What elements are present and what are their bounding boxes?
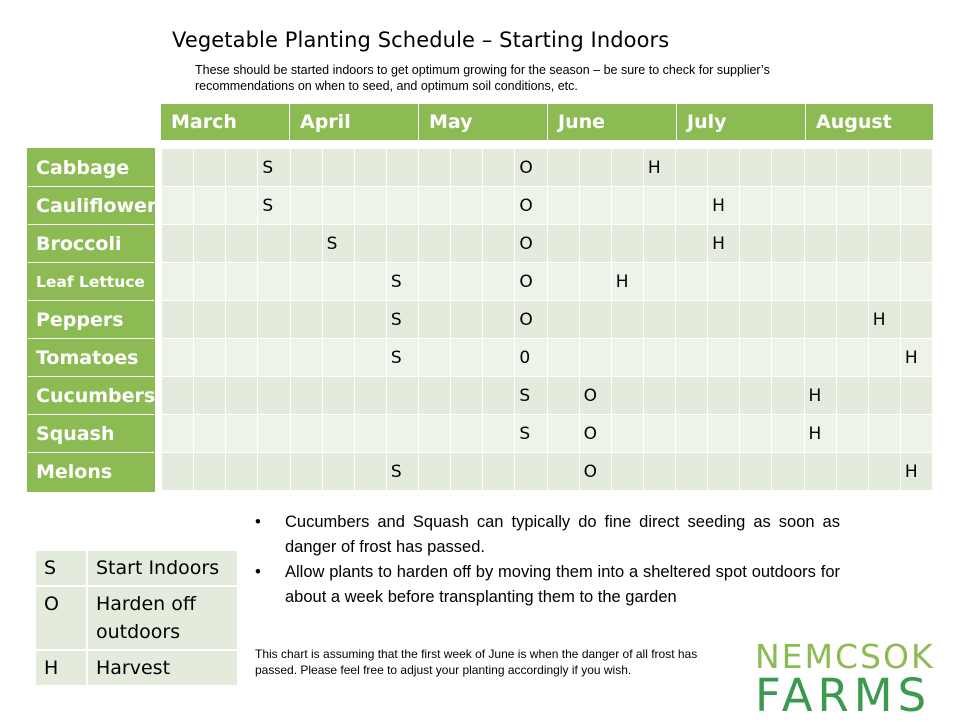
schedule-cell	[162, 339, 194, 377]
schedule-cell	[676, 453, 708, 491]
schedule-cell	[611, 415, 643, 453]
schedule-cell	[226, 149, 258, 187]
month-august: August	[816, 111, 892, 133]
schedule-row	[162, 339, 933, 377]
schedule-cell	[708, 339, 740, 377]
vegetable-label: Melons	[28, 453, 154, 491]
legend-row	[35, 650, 238, 686]
schedule-cell	[194, 187, 226, 225]
legend-code: O	[35, 586, 87, 650]
schedule-cell	[804, 149, 836, 187]
schedule-cell	[226, 339, 258, 377]
schedule-cell: S	[515, 415, 547, 453]
schedule-cell	[676, 301, 708, 339]
schedule-cell	[354, 301, 386, 339]
schedule-cell	[354, 339, 386, 377]
schedule-cell	[804, 225, 836, 263]
schedule-cell: O	[515, 149, 547, 187]
vegetable-label: Tomatoes	[28, 339, 154, 377]
schedule-cell	[708, 453, 740, 491]
farm-logo	[755, 637, 940, 722]
schedule-cell	[258, 225, 290, 263]
schedule-cell	[483, 149, 515, 187]
schedule-cell	[868, 225, 900, 263]
schedule-cell	[258, 263, 290, 301]
schedule-cell	[483, 453, 515, 491]
schedule-cell	[483, 187, 515, 225]
schedule-cell	[579, 339, 611, 377]
schedule-cell	[451, 301, 483, 339]
schedule-cell: H	[708, 225, 740, 263]
schedule-cell: H	[708, 187, 740, 225]
schedule-cell	[258, 453, 290, 491]
footnote: This chart is assuming that the first week of June is when the danger of all frost has passed. Please feel free to adjust your planting accordingly if you wish.	[255, 647, 698, 677]
schedule-cell	[290, 339, 322, 377]
schedule-cell: O	[515, 263, 547, 301]
schedule-cell	[611, 301, 643, 339]
schedule-cell	[483, 339, 515, 377]
schedule-cell: H	[643, 149, 675, 187]
schedule-cell	[290, 415, 322, 453]
schedule-cell	[547, 149, 579, 187]
schedule-cell	[547, 377, 579, 415]
vegetable-label: Squash	[28, 415, 154, 453]
legend	[34, 549, 239, 687]
schedule-cell	[483, 301, 515, 339]
schedule-cell	[676, 263, 708, 301]
schedule-cell	[611, 453, 643, 491]
schedule-cell	[322, 187, 354, 225]
schedule-cell	[322, 149, 354, 187]
schedule-cell	[643, 187, 675, 225]
legend-row	[35, 550, 238, 586]
logo-line-2: FARMS	[755, 669, 932, 722]
vegetable-label: Leaf Lettuce	[28, 263, 154, 301]
schedule-cell	[226, 301, 258, 339]
schedule-cell	[258, 377, 290, 415]
legend-label: Harvest	[87, 650, 238, 686]
schedule-cell	[451, 225, 483, 263]
schedule-cell	[290, 377, 322, 415]
schedule-cell	[868, 415, 900, 453]
schedule-cell	[419, 339, 451, 377]
schedule-cell	[354, 149, 386, 187]
schedule-cell	[226, 377, 258, 415]
schedule-cell	[804, 187, 836, 225]
schedule-cell	[676, 415, 708, 453]
schedule-cell	[611, 225, 643, 263]
schedule-cell	[483, 415, 515, 453]
schedule-cell	[386, 149, 418, 187]
schedule-cell	[290, 225, 322, 263]
schedule-cell	[451, 415, 483, 453]
schedule-cell	[290, 187, 322, 225]
notes-list	[255, 510, 840, 610]
schedule-cell	[483, 225, 515, 263]
schedule-cell	[226, 415, 258, 453]
schedule-cell	[740, 453, 772, 491]
note-item: • Cucumbers and Squash can typically do fine direct seeding as soon as danger of frost has passed.	[255, 510, 840, 560]
schedule-cell	[354, 415, 386, 453]
schedule-row	[162, 149, 933, 187]
schedule-cell	[386, 225, 418, 263]
schedule-cell	[290, 149, 322, 187]
schedule-cell: H	[868, 301, 900, 339]
schedule-cell	[643, 263, 675, 301]
schedule-cell	[643, 415, 675, 453]
logo-line-1: NEMCSOK	[755, 637, 935, 676]
schedule-cell	[322, 415, 354, 453]
schedule-row	[162, 377, 933, 415]
schedule-cell: H	[611, 263, 643, 301]
schedule-cell	[419, 149, 451, 187]
legend-label: Start Indoors	[87, 550, 238, 586]
schedule-cell	[322, 301, 354, 339]
schedule-cell	[836, 225, 868, 263]
vegetable-label: Cauliflower	[28, 187, 154, 225]
schedule-row	[162, 453, 933, 491]
schedule-cell	[226, 453, 258, 491]
schedule-cell	[676, 339, 708, 377]
schedule-cell	[836, 453, 868, 491]
schedule-cell	[547, 263, 579, 301]
schedule-cell	[900, 149, 932, 187]
schedule-cell: H	[900, 453, 932, 491]
schedule-cell	[676, 187, 708, 225]
schedule-cell	[772, 187, 804, 225]
schedule-cell	[194, 263, 226, 301]
schedule-cell	[194, 225, 226, 263]
schedule-cell	[836, 415, 868, 453]
schedule-cell	[868, 453, 900, 491]
schedule-cell	[772, 301, 804, 339]
schedule-cell	[419, 377, 451, 415]
schedule-cell	[162, 149, 194, 187]
schedule-cell	[611, 149, 643, 187]
schedule-cell	[579, 187, 611, 225]
schedule-cell	[836, 339, 868, 377]
schedule-cell	[611, 377, 643, 415]
legend-code: S	[35, 550, 87, 586]
schedule-cell	[676, 225, 708, 263]
schedule-cell	[740, 415, 772, 453]
schedule-cell: S	[386, 453, 418, 491]
schedule-cell	[547, 415, 579, 453]
schedule-cell	[643, 339, 675, 377]
schedule-cell	[868, 263, 900, 301]
schedule-cell	[194, 453, 226, 491]
schedule-cell: S	[386, 301, 418, 339]
schedule-cell	[226, 263, 258, 301]
schedule-cell	[804, 453, 836, 491]
schedule-cell	[354, 377, 386, 415]
schedule-cell	[226, 187, 258, 225]
schedule-cell	[258, 339, 290, 377]
schedule-cell	[194, 149, 226, 187]
schedule-cell	[900, 377, 932, 415]
schedule-cell	[804, 339, 836, 377]
month-june: June	[548, 104, 677, 140]
legend-code: H	[35, 650, 87, 686]
schedule-cell	[643, 377, 675, 415]
schedule-cell	[900, 415, 932, 453]
schedule-cell	[611, 339, 643, 377]
schedule-cell: S	[386, 263, 418, 301]
schedule-cell	[515, 453, 547, 491]
schedule-cell	[451, 187, 483, 225]
schedule-cell	[836, 263, 868, 301]
month-april: April	[290, 104, 419, 140]
schedule-cell	[900, 263, 932, 301]
vegetable-label: Peppers	[28, 301, 154, 339]
schedule-cell	[740, 187, 772, 225]
schedule-cell	[419, 301, 451, 339]
schedule-cell: O	[579, 453, 611, 491]
schedule-cell	[708, 149, 740, 187]
schedule-cell: H	[900, 339, 932, 377]
schedule-cell	[579, 149, 611, 187]
schedule-cell	[162, 415, 194, 453]
schedule-cell	[740, 225, 772, 263]
schedule-cell	[772, 225, 804, 263]
schedule-cell	[162, 263, 194, 301]
vegetable-label: Cabbage	[28, 149, 154, 187]
schedule-cell	[900, 225, 932, 263]
schedule-cell	[162, 225, 194, 263]
schedule-cell	[547, 187, 579, 225]
schedule-cell	[579, 263, 611, 301]
schedule-cell: S	[386, 339, 418, 377]
vegetable-list	[27, 148, 155, 492]
month-march: March	[161, 104, 290, 140]
schedule-cell	[708, 301, 740, 339]
schedule-cell	[322, 377, 354, 415]
schedule-cell	[419, 263, 451, 301]
schedule-cell	[708, 377, 740, 415]
schedule-cell	[354, 187, 386, 225]
schedule-cell: S	[258, 149, 290, 187]
schedule-cell: S	[515, 377, 547, 415]
schedule-cell: O	[515, 301, 547, 339]
schedule-cell	[258, 415, 290, 453]
schedule-row	[162, 225, 933, 263]
schedule-cell	[322, 339, 354, 377]
schedule-cell: S	[322, 225, 354, 263]
schedule-cell	[740, 263, 772, 301]
schedule-cell	[290, 263, 322, 301]
schedule-cell	[836, 149, 868, 187]
schedule-cell	[483, 377, 515, 415]
schedule-cell	[836, 377, 868, 415]
schedule-cell	[708, 415, 740, 453]
schedule-cell	[740, 377, 772, 415]
schedule-cell	[386, 415, 418, 453]
schedule-cell	[643, 225, 675, 263]
schedule-cell: O	[579, 415, 611, 453]
schedule-cell	[322, 263, 354, 301]
schedule-cell	[451, 263, 483, 301]
month-may: May	[419, 104, 548, 140]
schedule-cell	[772, 453, 804, 491]
schedule-cell: 0	[515, 339, 547, 377]
schedule-cell	[740, 301, 772, 339]
vegetable-label: Broccoli	[28, 225, 154, 263]
legend-label: Harden off outdoors	[87, 586, 238, 650]
vegetable-label: Cucumbers	[28, 377, 154, 415]
schedule-cell	[354, 225, 386, 263]
schedule-cell	[740, 339, 772, 377]
schedule-cell	[322, 453, 354, 491]
schedule-cell	[547, 301, 579, 339]
schedule-cell	[868, 187, 900, 225]
schedule-cell	[579, 301, 611, 339]
schedule-cell	[162, 377, 194, 415]
schedule-cell	[547, 339, 579, 377]
schedule-cell	[354, 453, 386, 491]
schedule-cell	[868, 149, 900, 187]
schedule-cell	[804, 301, 836, 339]
schedule-cell	[451, 377, 483, 415]
schedule-cell	[900, 301, 932, 339]
schedule-cell	[836, 301, 868, 339]
schedule-cell	[451, 149, 483, 187]
schedule-cell	[708, 263, 740, 301]
schedule-cell: O	[515, 225, 547, 263]
note-item: • Allow plants to harden off by moving them into a sheltered spot outdoors for about a week before transplanting them to the garden	[255, 560, 840, 610]
schedule-grid	[161, 148, 933, 491]
schedule-cell	[868, 377, 900, 415]
month-july: July	[677, 104, 806, 140]
schedule-cell	[772, 339, 804, 377]
schedule-cell	[676, 149, 708, 187]
legend-row	[35, 586, 238, 650]
schedule-cell	[643, 301, 675, 339]
schedule-cell	[290, 453, 322, 491]
schedule-cell: O	[515, 187, 547, 225]
schedule-cell	[483, 263, 515, 301]
schedule-cell	[386, 187, 418, 225]
schedule-cell	[676, 377, 708, 415]
schedule-cell	[772, 415, 804, 453]
schedule-row	[162, 187, 933, 225]
schedule-cell: H	[804, 377, 836, 415]
schedule-cell	[547, 453, 579, 491]
schedule-cell	[194, 377, 226, 415]
page-title: Vegetable Planting Schedule – Starting Indoors	[172, 28, 670, 52]
schedule-cell	[740, 149, 772, 187]
schedule-cell	[194, 301, 226, 339]
schedule-cell	[868, 339, 900, 377]
schedule-cell	[226, 225, 258, 263]
schedule-cell	[419, 225, 451, 263]
schedule-cell: H	[804, 415, 836, 453]
schedule-cell: O	[579, 377, 611, 415]
schedule-cell	[451, 339, 483, 377]
schedule-cell	[386, 377, 418, 415]
schedule-cell	[643, 453, 675, 491]
schedule-cell	[162, 453, 194, 491]
schedule-cell	[419, 415, 451, 453]
schedule-cell	[836, 187, 868, 225]
schedule-cell	[162, 301, 194, 339]
schedule-row	[162, 415, 933, 453]
schedule-cell	[419, 187, 451, 225]
subtitle: These should be started indoors to get optimum growing for the season – be sure to check for supplier’s recommendations on when to seed, and optimum soil conditions, etc.	[195, 63, 770, 93]
schedule-cell	[579, 225, 611, 263]
schedule-cell	[290, 301, 322, 339]
schedule-cell	[354, 263, 386, 301]
schedule-row	[162, 301, 933, 339]
schedule-cell	[772, 263, 804, 301]
schedule-cell	[451, 453, 483, 491]
schedule-cell	[611, 187, 643, 225]
schedule-cell: S	[258, 187, 290, 225]
schedule-cell	[194, 415, 226, 453]
schedule-cell	[547, 225, 579, 263]
schedule-cell	[804, 263, 836, 301]
month-header	[161, 104, 933, 140]
schedule-cell	[194, 339, 226, 377]
schedule-cell	[258, 301, 290, 339]
schedule-cell	[900, 187, 932, 225]
schedule-cell	[772, 377, 804, 415]
schedule-cell	[772, 149, 804, 187]
schedule-cell	[162, 187, 194, 225]
schedule-row	[162, 263, 933, 301]
schedule-cell	[419, 453, 451, 491]
